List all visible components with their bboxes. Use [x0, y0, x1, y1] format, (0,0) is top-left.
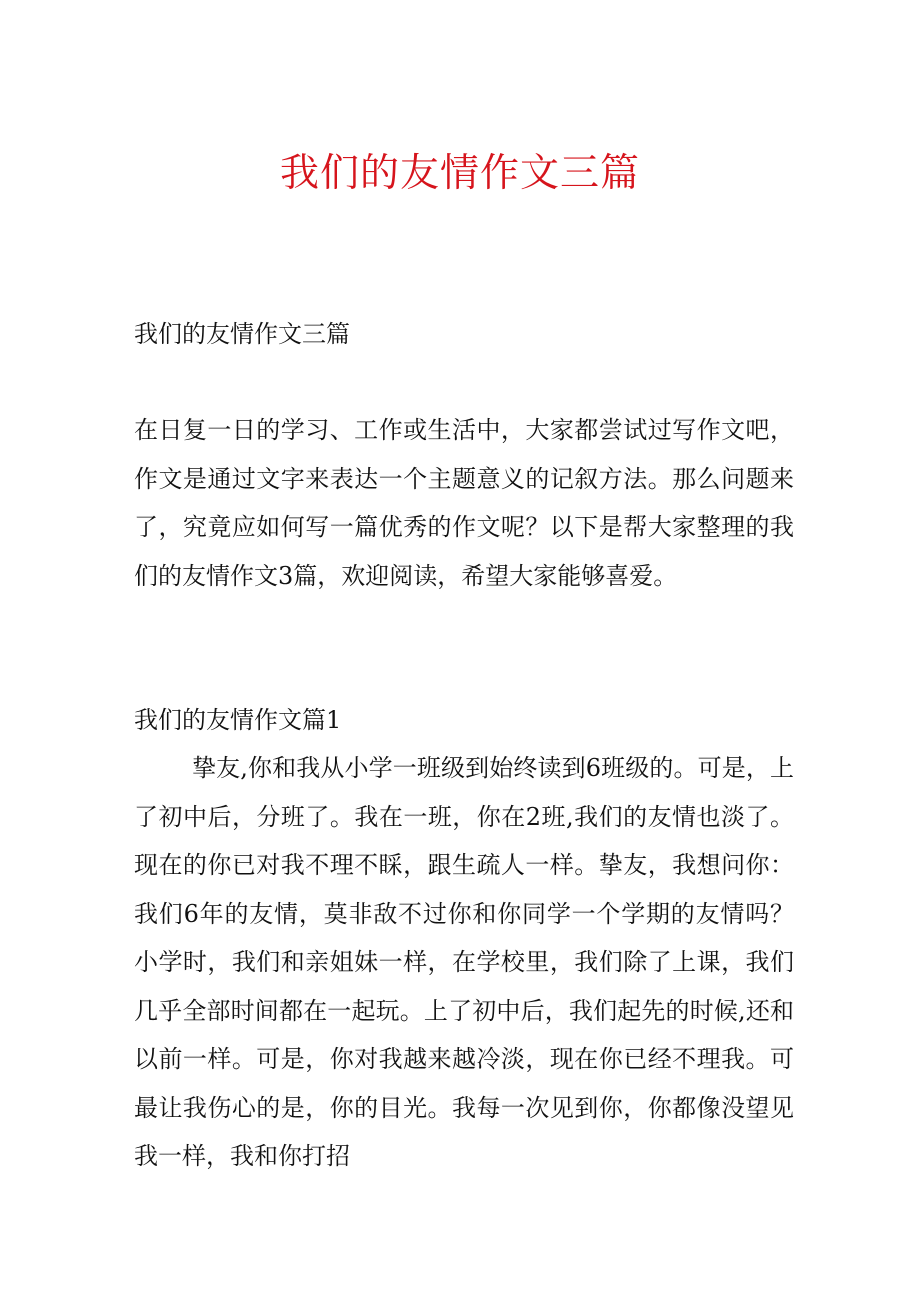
intro-paragraph: 在日复一日的学习、工作或生活中，大家都尝试过写作文吧，作文是通过文字来表达一个主题意义的记叙方法。那么问题来了，究竟应如何写一篇优秀的作文呢？以下是帮大家整理的我们的友情作文3篇，欢迎阅读，希望大家能够喜爱。 — [134, 416, 794, 590]
document-subtitle: 我们的友情作文三篇 — [134, 320, 350, 348]
section-body-1: 挚友,你和我从小学一班级到始终读到6班级的。可是，上了初中后，分班了。我在一班，你在2班,我们的友情也淡了。现在的你已对我不理不睬，跟生疏人一样。挚友，我想问你：我们6年的友情，莫非敌不过你和你同学一个学期的友情吗？小学时，我们和亲姐妹一样，在学校里，我们除了上课，我们几乎全部时间都在一起玩。上了初中后，我们起先的时候,还和以前一样。可是，你对我越来越冷淡，现在你已经不理我。可最让我伤心的是，你的目光。我每一次见到你，你都像没望见我一样，我和你打招 — [134, 754, 794, 1170]
section-heading-1: 我们的友情作文篇1 — [134, 706, 342, 734]
document-title: 我们的友情作文三篇 — [279, 151, 640, 196]
